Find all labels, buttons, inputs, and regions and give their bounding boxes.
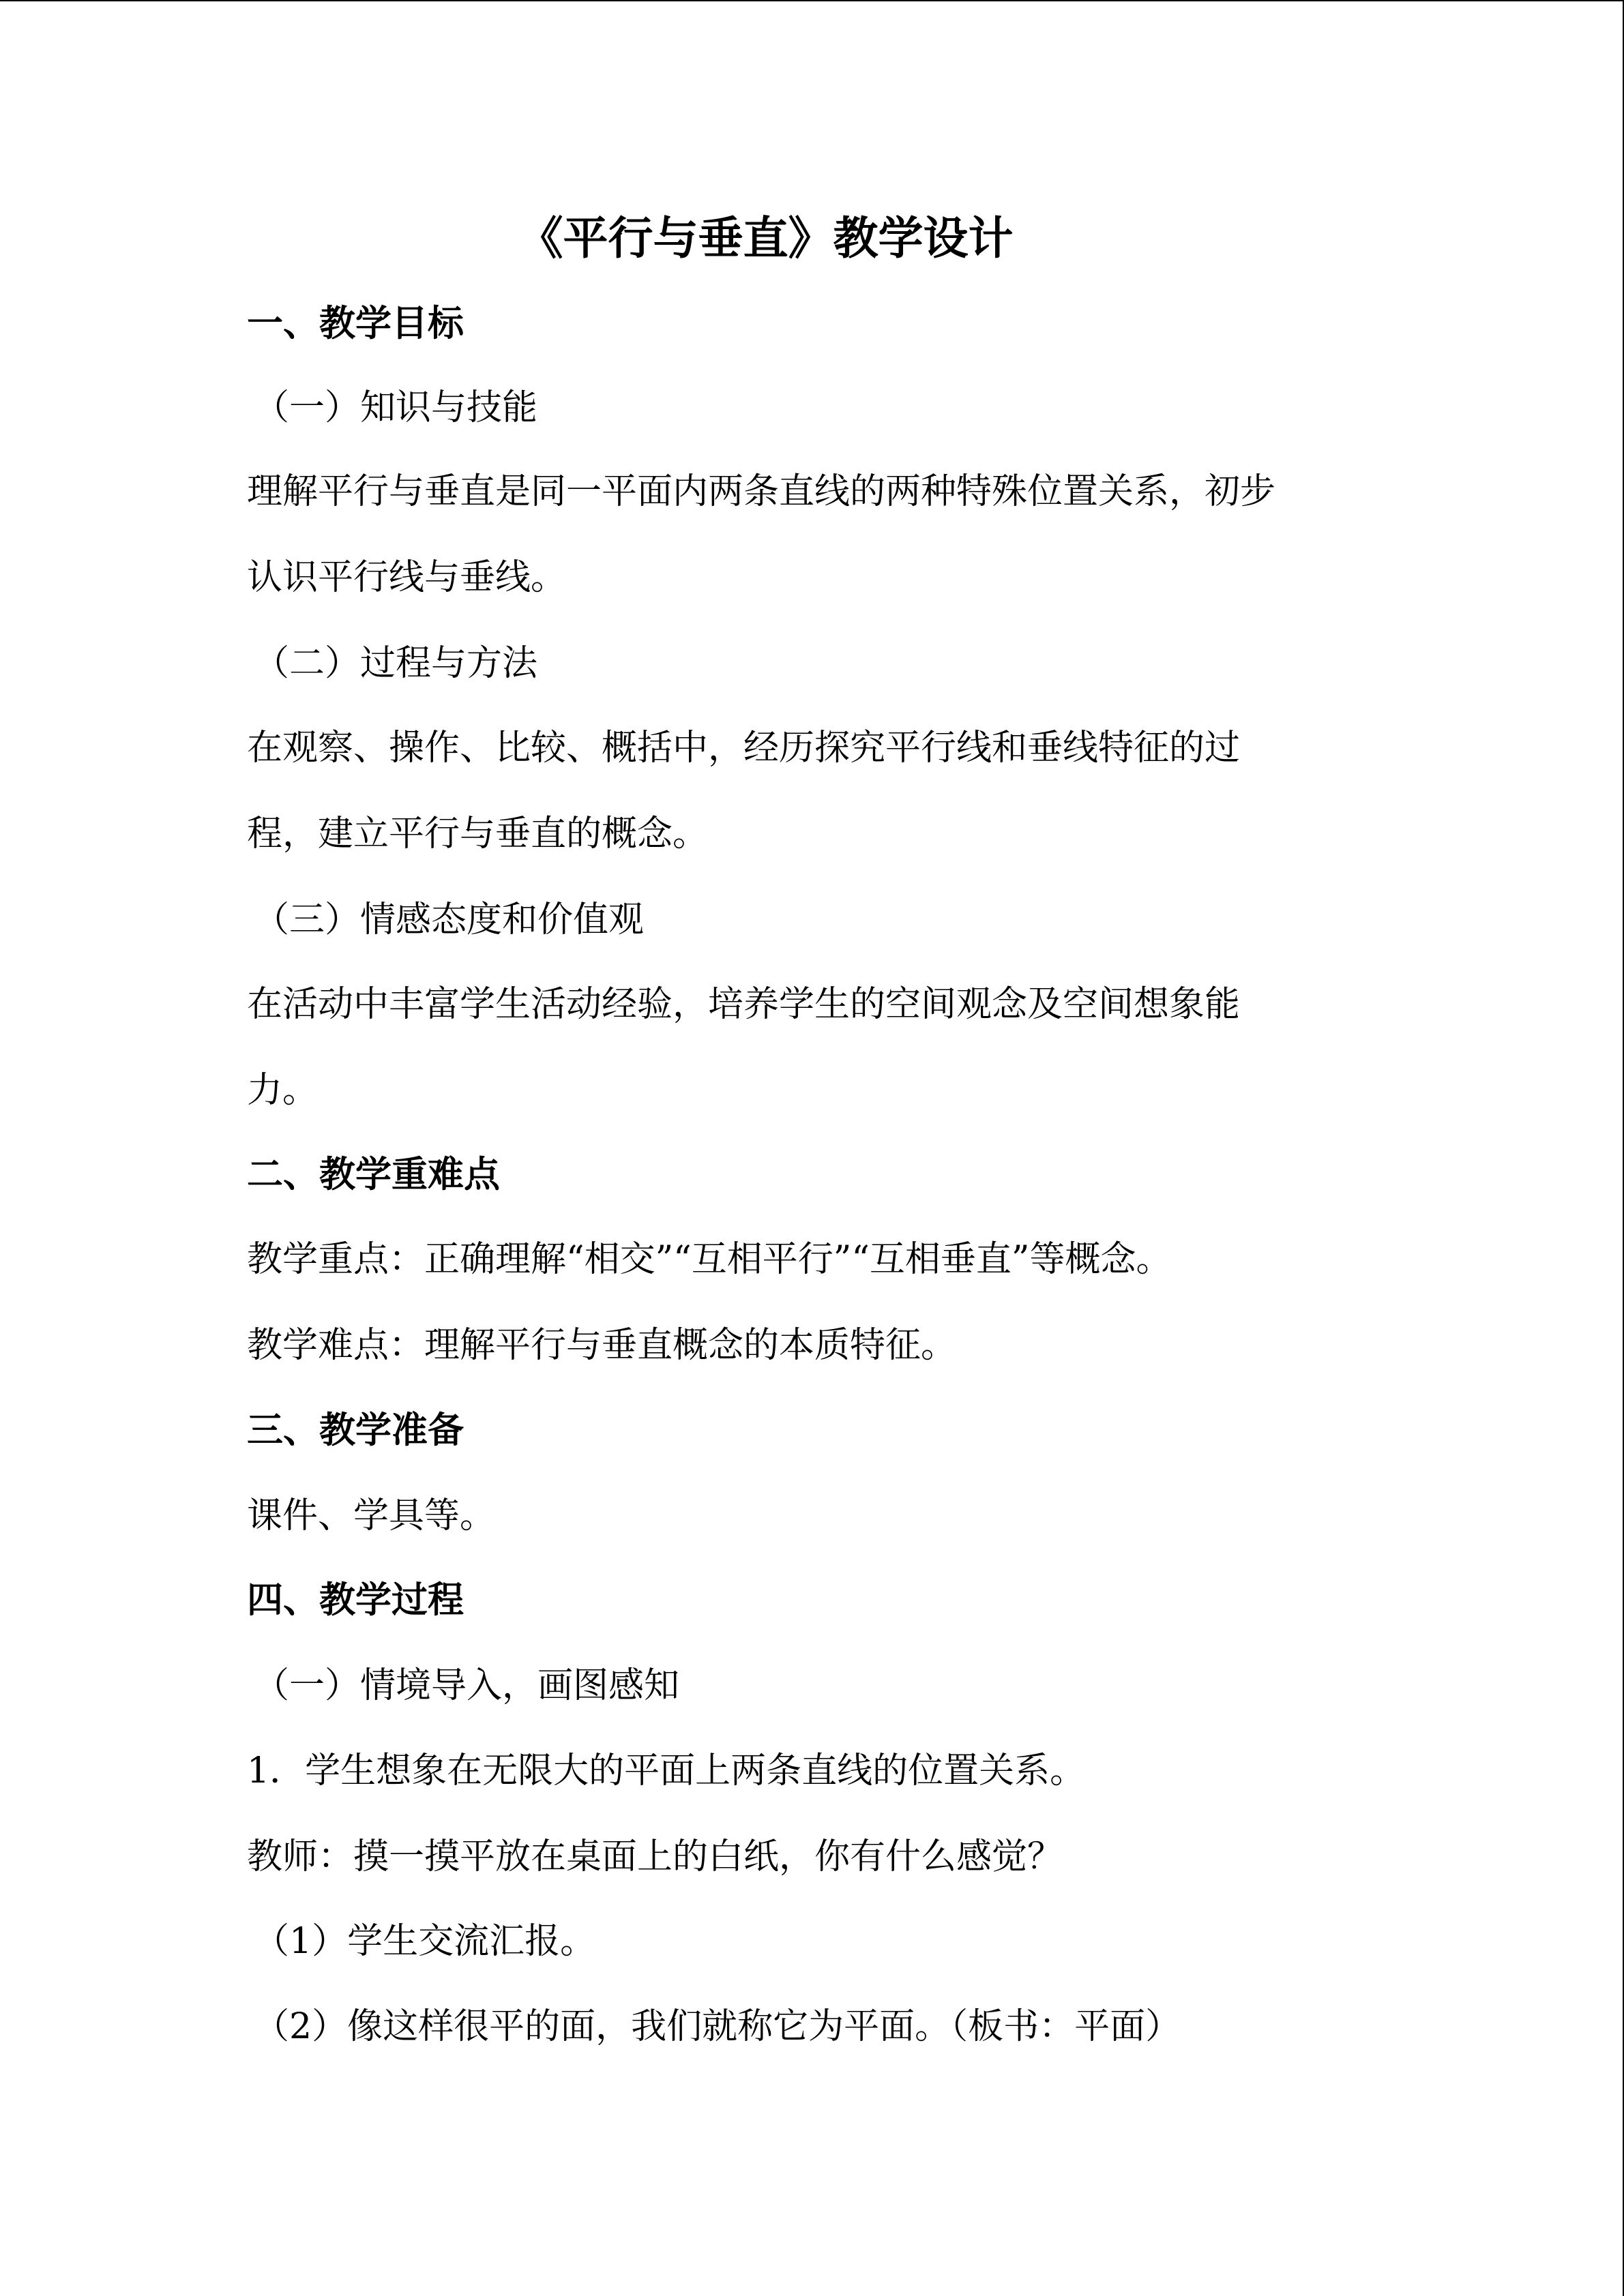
subsection-heading: （二）过程与方法 (254, 643, 538, 684)
paragraph-line: 力。 (247, 1070, 319, 1111)
paragraph-line: 教学重点：正确理解“相交”“互相平行”“互相垂直”等概念。 (247, 1239, 1172, 1280)
paragraph-line: 程，建立平行与垂直的概念。 (247, 814, 709, 854)
paragraph-line: （2）像这样很平的面，我们就称它为平面。（板书：平面） (254, 2006, 1181, 2047)
paragraph-line: 教师：摸一摸平放在桌面上的白纸，你有什么感觉？ (247, 1836, 1063, 1877)
subsection-heading: （三）情感态度和价值观 (254, 899, 645, 940)
paragraph-line: 教学难点：理解平行与垂直概念的本质特征。 (247, 1325, 957, 1366)
subsection-heading: （一）情境导入，画图感知 (254, 1665, 680, 1706)
paragraph-line: 理解平行与垂直是同一平面内两条直线的两种特殊位置关系，初步 (247, 471, 1276, 512)
paragraph-line: 在观察、操作、比较、概括中，经历探究平行线和垂线特征的过 (247, 728, 1241, 769)
paragraph-line: （1）学生交流汇报。 (254, 1921, 596, 1962)
section-heading: 三、教学准备 (247, 1410, 464, 1451)
section-heading: 一、教学目标 (247, 303, 464, 344)
section-heading: 四、教学过程 (247, 1579, 464, 1621)
paragraph-line: 课件、学具等。 (247, 1495, 496, 1536)
paragraph-line: 认识平行线与垂线。 (247, 557, 567, 598)
section-heading: 二、教学重难点 (247, 1154, 500, 1195)
paragraph-line: 在活动中丰富学生活动经验，培养学生的空间观念及空间想象能 (247, 984, 1241, 1025)
subsection-heading: （一）知识与技能 (254, 387, 538, 428)
document-title: 《平行与垂直》教学设计 (518, 212, 1014, 265)
paragraph-line: 1．学生想象在无限大的平面上两条直线的位置关系。 (247, 1750, 1086, 1791)
